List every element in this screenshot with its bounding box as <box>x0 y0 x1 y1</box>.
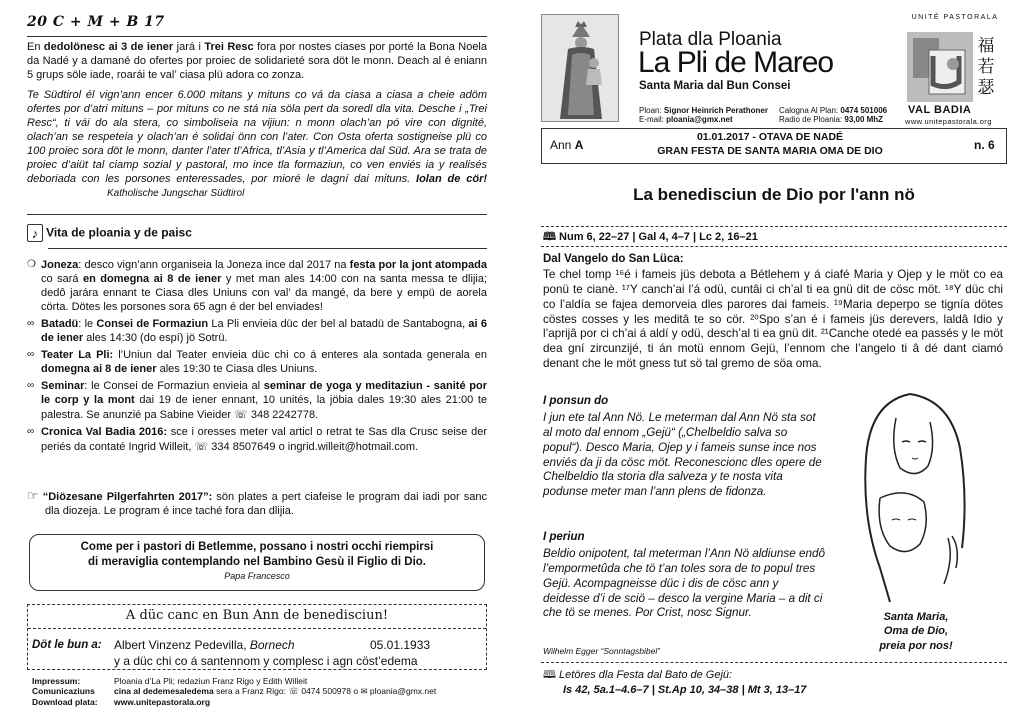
contact-radio: Radio de Ploania: 93,00 MhZ <box>779 115 884 124</box>
list-item-batadu: ∞ Batadü: le Consei de Formaziun La Pli envieia düc der bel al batadü de Santabogna, ai 6 de iener ales 14:30 (do espí) jö Sotrü. <box>27 317 487 344</box>
header-title-small: Plata dla Ploania <box>639 29 782 50</box>
dreikoenig-paragraph: En dedolönesc ai 3 de iener jará i Trei Resc fora por nostes ciases por porté la Bona Noela da Nadé y a damané do ofertes por proiec de solidarieté sora döt le monn. Deach al é eniann 5 grups söle iade, roarái te val’ ciasa plü adora co zonza. <box>27 41 487 81</box>
contact-email: E-mail: ploania@gmx.net <box>639 115 733 124</box>
pointing-hand-icon: ☞ <box>27 488 39 503</box>
download-link[interactable]: www.unitepastorala.org <box>114 696 211 707</box>
quote-line-1: Come per i pastori di Betlemme, possano i nostri occhi riempirsi <box>80 541 434 553</box>
madonna-statue-image <box>541 14 619 122</box>
unite-label: UNITÉ PASTORALA <box>911 14 999 21</box>
vita-heading: Vita de ploania y de paisc <box>46 225 192 240</box>
impressum: Impressum: Ploania d’La Pli; redaziun Franz Rigo y Edith Willeit Comunicaziuns cina al dedemesaledema sera a Franz Rigo: ☏ 0474 500978 o ✉ ploania@gmx.net Download plata: www.unitepastorala.org <box>32 676 437 707</box>
birthday-person: Albert Vinzenz Pedevilla, Bornech <box>114 638 295 652</box>
phone-icon: ☏ <box>234 407 248 421</box>
list-item-joneza: ❍ Joneza: desco vign’ann organiseia la Joneza ince dal 2017 na festa por la jont atompada co sará en domegna ai 8 de iener y met man ales 14:00 con na santa messa te dlijia; dedô jarára ennant te Ciasa dles Uniuns con val’ da mangé, da bere y empü de aorela cörta. Dötes les porsones sora 65 agn é der bel enviades! <box>27 259 488 313</box>
birthday-wish: y a düc chi co á santennom y complesc i agn cöst’edema <box>114 654 418 668</box>
image-caption: Santa Maria, Oma de Dio, preia por nos! <box>879 611 953 652</box>
mail-icon: ✉ <box>360 686 368 697</box>
issue-number: n. 6 <box>974 138 995 152</box>
next-readings-label: 🕮 Letöres dla Festa dal Bato de Gejü: <box>543 668 733 681</box>
list-item-seminar: ∞ Seminar: le Consei de Formaziun envieia al seminar de yoga y meditaziun - sanité por le corp y la mont dai 19 de iener ennant, 10 unités, la jöbia dales 19:30 ales 21:00 te palestra. Se anunzié pa Sabine Vieider ☏ 348 2242778. <box>27 379 487 421</box>
mary-child-drawing <box>850 388 982 608</box>
greeting-text: A düc canc en Bun Ann de benedisciun! <box>125 608 389 623</box>
list-item-cronica: ∞ Cronica Val Badia 2016: sce i oresses meter val articl o retrat te Sas dla Crusc seise der periés da contaté Ingrid Willeit, ☏ 334 8507649 o ingrid.willeit@hotmail.com. <box>27 425 487 453</box>
dreikoenig-italic-paragraph: Te Südtirol él vign’ann encer 6.000 mitans y mituns co vá da ciasa a ciasa a cheie adöm ofertes por d’atri mituns – por mituns co ne stá nia söla pert da soredl dla vita. Desche i „Trei Resc“, ti vái do ala stera, co simboliseia na vijiun: n monn olach’an pó vire con dignité, olach’an se respeteia y olach’an é solidai önn con l’ater. Con Osta oferta sostigneise plü co 100 proiec sora döt le monn, danter l’ater tl’Africa, tl’Asia y tl’America dal Süd. Ara se trata de proiec d’aiüt tal ciamp sozial y pastoral, mo ince tla formaziun, co ven enviés ia y realisés deboriada con les porsones enteressades, por mioré le dagní dai mituns. Iolan de cör! Katholische Jungschar Südtirol <box>27 89 488 199</box>
website-label: www.unitepastorala.org <box>905 117 992 126</box>
pope-quote-box <box>29 534 485 591</box>
main-heading: La benedisciun de Dio por l'ann nö <box>633 185 915 204</box>
gospel-text: Te chel tomp ¹⁶é i fameis jüs debota a Bétlehem y á ciafé Maria y Ojep y le möt co ea ponü te cianè. ¹⁷Y canch’ai l’á odü, cuntâi ci ch’al ti ea gnü dit de cösc möt. ¹⁸Y düc chi co l’aldía se fajea demorveia dles parores dai fameis. ¹⁹Maria deperpo se tignía dötes cöstes cosses y les meditâ te so cör. ²⁰Spo s’an é i fameis jüs derevers, laldâ Idio y l’aprijâ por ci ch’ai á aldí y odü, desch’al ti ea gnü dit. ²¹Canche otedé ea passés y le möt dea gní zircunzijé, ti án motü ennom Gejü, l’ennom che l’angelo ti â dé dant ciamó denant che le möt gness tut sö tal gremo de söa oma. <box>543 268 1003 371</box>
periun-text: Beldio onipotent, tal meterman l’Ann Nö aldiunse endô l’empormetûda che tö t’an toles sora de to popul tres Gejü. Acompagneisse düc i dis de cösc ann y deidesse d’i de sciö – desco la vergine Maria – a dit ci che tö se menes. Por Crist, nosc Signur. <box>543 547 825 620</box>
birthday-date: 05.01.1933 <box>370 638 431 652</box>
liturgical-year: Ann A <box>550 138 584 152</box>
phone-icon: ☏ <box>194 439 209 453</box>
readings-line: 🕮 Num 6, 22–27 | Gal 4, 4–7 | Lc 2, 16–21 <box>543 230 758 243</box>
header-subtitle: Santa Maria dal Bun Consei <box>639 80 791 92</box>
music-note-icon: ♪ <box>27 224 43 242</box>
birthday-label: Döt le bun a: <box>32 639 102 651</box>
gospel-heading: Dal Vangelo do San Lüca: <box>543 253 684 265</box>
ponsun-heading: I ponsun do <box>543 395 609 407</box>
header-title-main: La Pli de Mareo <box>638 46 834 79</box>
unite-pastorala-logo <box>907 28 973 104</box>
feast-date: 01.01.2017 - OTAVA DE NADÉ GRAN FESTA DE SANTA MARIA OMA DE DIO <box>657 131 883 157</box>
list-item-teater: ∞ Teater La Pli: l’Uniun dal Teater envieia düc chi co á enteres ala sontada generala en domegna ai 8 de iener ales 19:30 te Ciasa dles Uniuns. <box>27 348 487 375</box>
news-list <box>27 259 487 458</box>
chalk-blessing: 20 C + M + B 17 <box>27 14 165 30</box>
pilger-note: ☞ “Diözesane Pilgerfahrten 2017”: sön plates a pert ciafeise le program dai iadi por sanc dla diozeja. Le program é ince taché fora dan dlijia. <box>27 488 487 517</box>
quote-author: Papa Francesco <box>224 571 290 582</box>
book-icon: 🕮 <box>543 230 556 243</box>
next-readings: Is 42, 5a.1–4.6–7 | St.Ap 10, 34–38 | Mt 3, 13–17 <box>563 684 807 696</box>
unite-cjk-text: 福 若 瑟 <box>977 36 995 98</box>
phone-icon: ☏ <box>288 686 299 697</box>
contact-pastor: Ploan: Signor Heinrich Perathoner <box>639 106 768 115</box>
quote-line-2: di meraviglia contemplando nel Bambino Gesù il Figlio di Dio. <box>87 555 426 568</box>
ponsun-text: I jun ete tal Ann Nö. Le meterman dal Ann Nö sta sot al moto dal ennom „Gejü“ („Chelbeldio salva so popul“). Desco Maria, Ojep y i fameis sunse ince nos enviés da ji da cösc möt. Reconescionc dles opere de Chelbeldio tla storia dla salveza y te nosta vita podunse meter man l’ann plens de fidonza. <box>543 411 822 499</box>
periun-author: Wilhelm Egger “Sonntagsbibel” <box>543 646 661 656</box>
periun-heading: I periun <box>543 531 585 543</box>
contact-phone: Calogna Al Plan: 0474 501006 <box>779 106 888 115</box>
book-icon: 🕮 <box>543 668 556 681</box>
vita-section-header <box>27 224 487 242</box>
valbadia-label: VAL BADIA <box>908 104 972 116</box>
greeting-box <box>27 604 487 670</box>
